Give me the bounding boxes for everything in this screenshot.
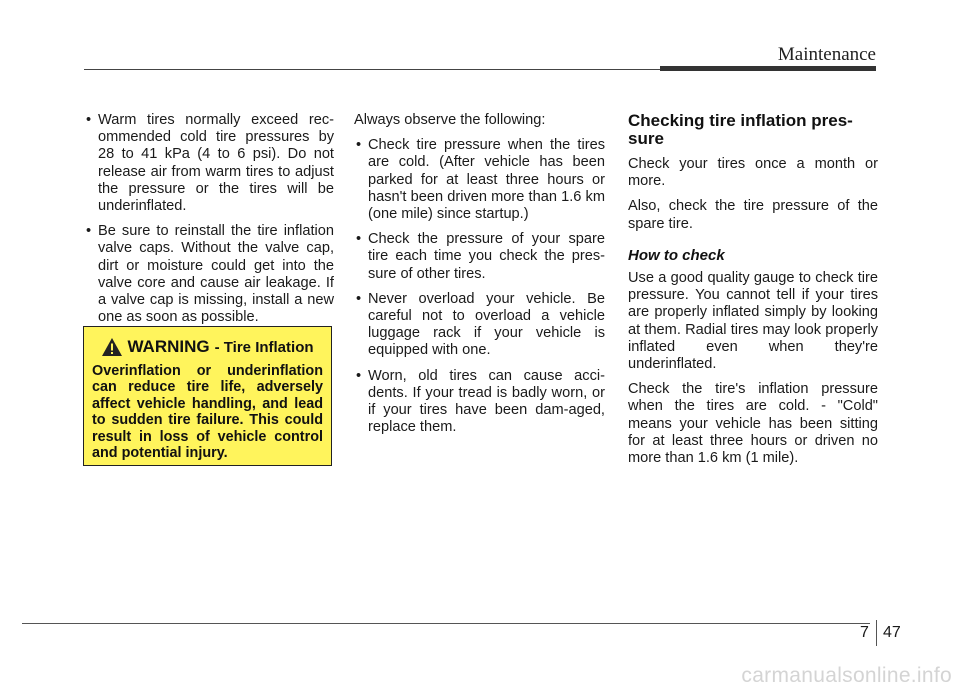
warning-subtitle: - Tire Inflation: [214, 338, 314, 356]
list-item: • Worn, old tires can cause acci-dents. If your tread is badly worn, or if your tires have been dam-aged, replace them.: [354, 368, 605, 437]
intro-text: Always observe the following:: [354, 112, 546, 128]
section-title: Maintenance: [777, 44, 876, 65]
bullet-list-col1: [84, 112, 334, 326]
section-heading: Checking tire inflation pres-sure: [628, 111, 853, 148]
column-2: [354, 112, 605, 444]
warning-header: [92, 337, 323, 357]
bullet-list-col2: [354, 137, 605, 436]
warning-box: [83, 326, 332, 466]
watermark: carmanualsonline.info: [741, 664, 952, 687]
paragraph: Check the tire's inflation pressure when the tires are cold. - "Cold" means your vehicle has been sitting for at least three hours or driven no more than 1.6 km (1 mile).: [628, 381, 878, 467]
list-item: • Check tire pressure when the tires are cold. (After vehicle has been parked for at least three hours or hasn't been driven more than 1.6 km (one mile) since startup.): [354, 137, 605, 223]
warning-label: WARNING: [127, 337, 210, 356]
column-1: [84, 112, 334, 334]
chapter-number: 7: [860, 624, 869, 641]
list-item: • Never overload your vehicle. Be careful not to overload a vehicle luggage rack if your vehicle is equipped with one.: [354, 291, 605, 360]
paragraph: Use a good quality gauge to check tire pressure. You cannot tell if your tires are properly inflated simply by looking at them. Radial tires may look properly inflated even when they're underinflated.: [628, 270, 878, 373]
list-item: • Be sure to reinstall the tire inflation valve caps. Without the valve cap, dirt or moisture could get into the valve core and cause air leakage. If a valve cap is missing, install a new one as soon as possible.: [84, 223, 334, 326]
footer-rule: [22, 623, 870, 624]
warning-text: Overinflation or underinflation can reduce tire life, adversely affect vehicle handling, and lead to sudden tire failure. This could result in loss of vehicle control and potential injury.: [92, 363, 323, 462]
header-rule-thin: [84, 69, 660, 70]
column-3: [628, 112, 878, 475]
list-item: • Warm tires normally exceed rec-ommended cold tire pressures by 28 to 41 kPa (4 to 6 psi). Do not release air from warm tires to adjust the pressure or the tires will be underinflated.: [84, 112, 334, 215]
header-rule-thick: [660, 66, 876, 71]
list-item: • Check the pressure of your spare tire each time you check the pres-sure of other tires.: [354, 231, 605, 283]
subheading: How to check: [628, 246, 725, 264]
paragraph: Also, check the tire pressure of the spare tire.: [628, 198, 878, 232]
warning-triangle-icon: [101, 337, 123, 357]
page-number: 47: [883, 624, 901, 641]
page-number-separator: [876, 620, 877, 646]
paragraph: Check your tires once a month or more.: [628, 156, 878, 190]
